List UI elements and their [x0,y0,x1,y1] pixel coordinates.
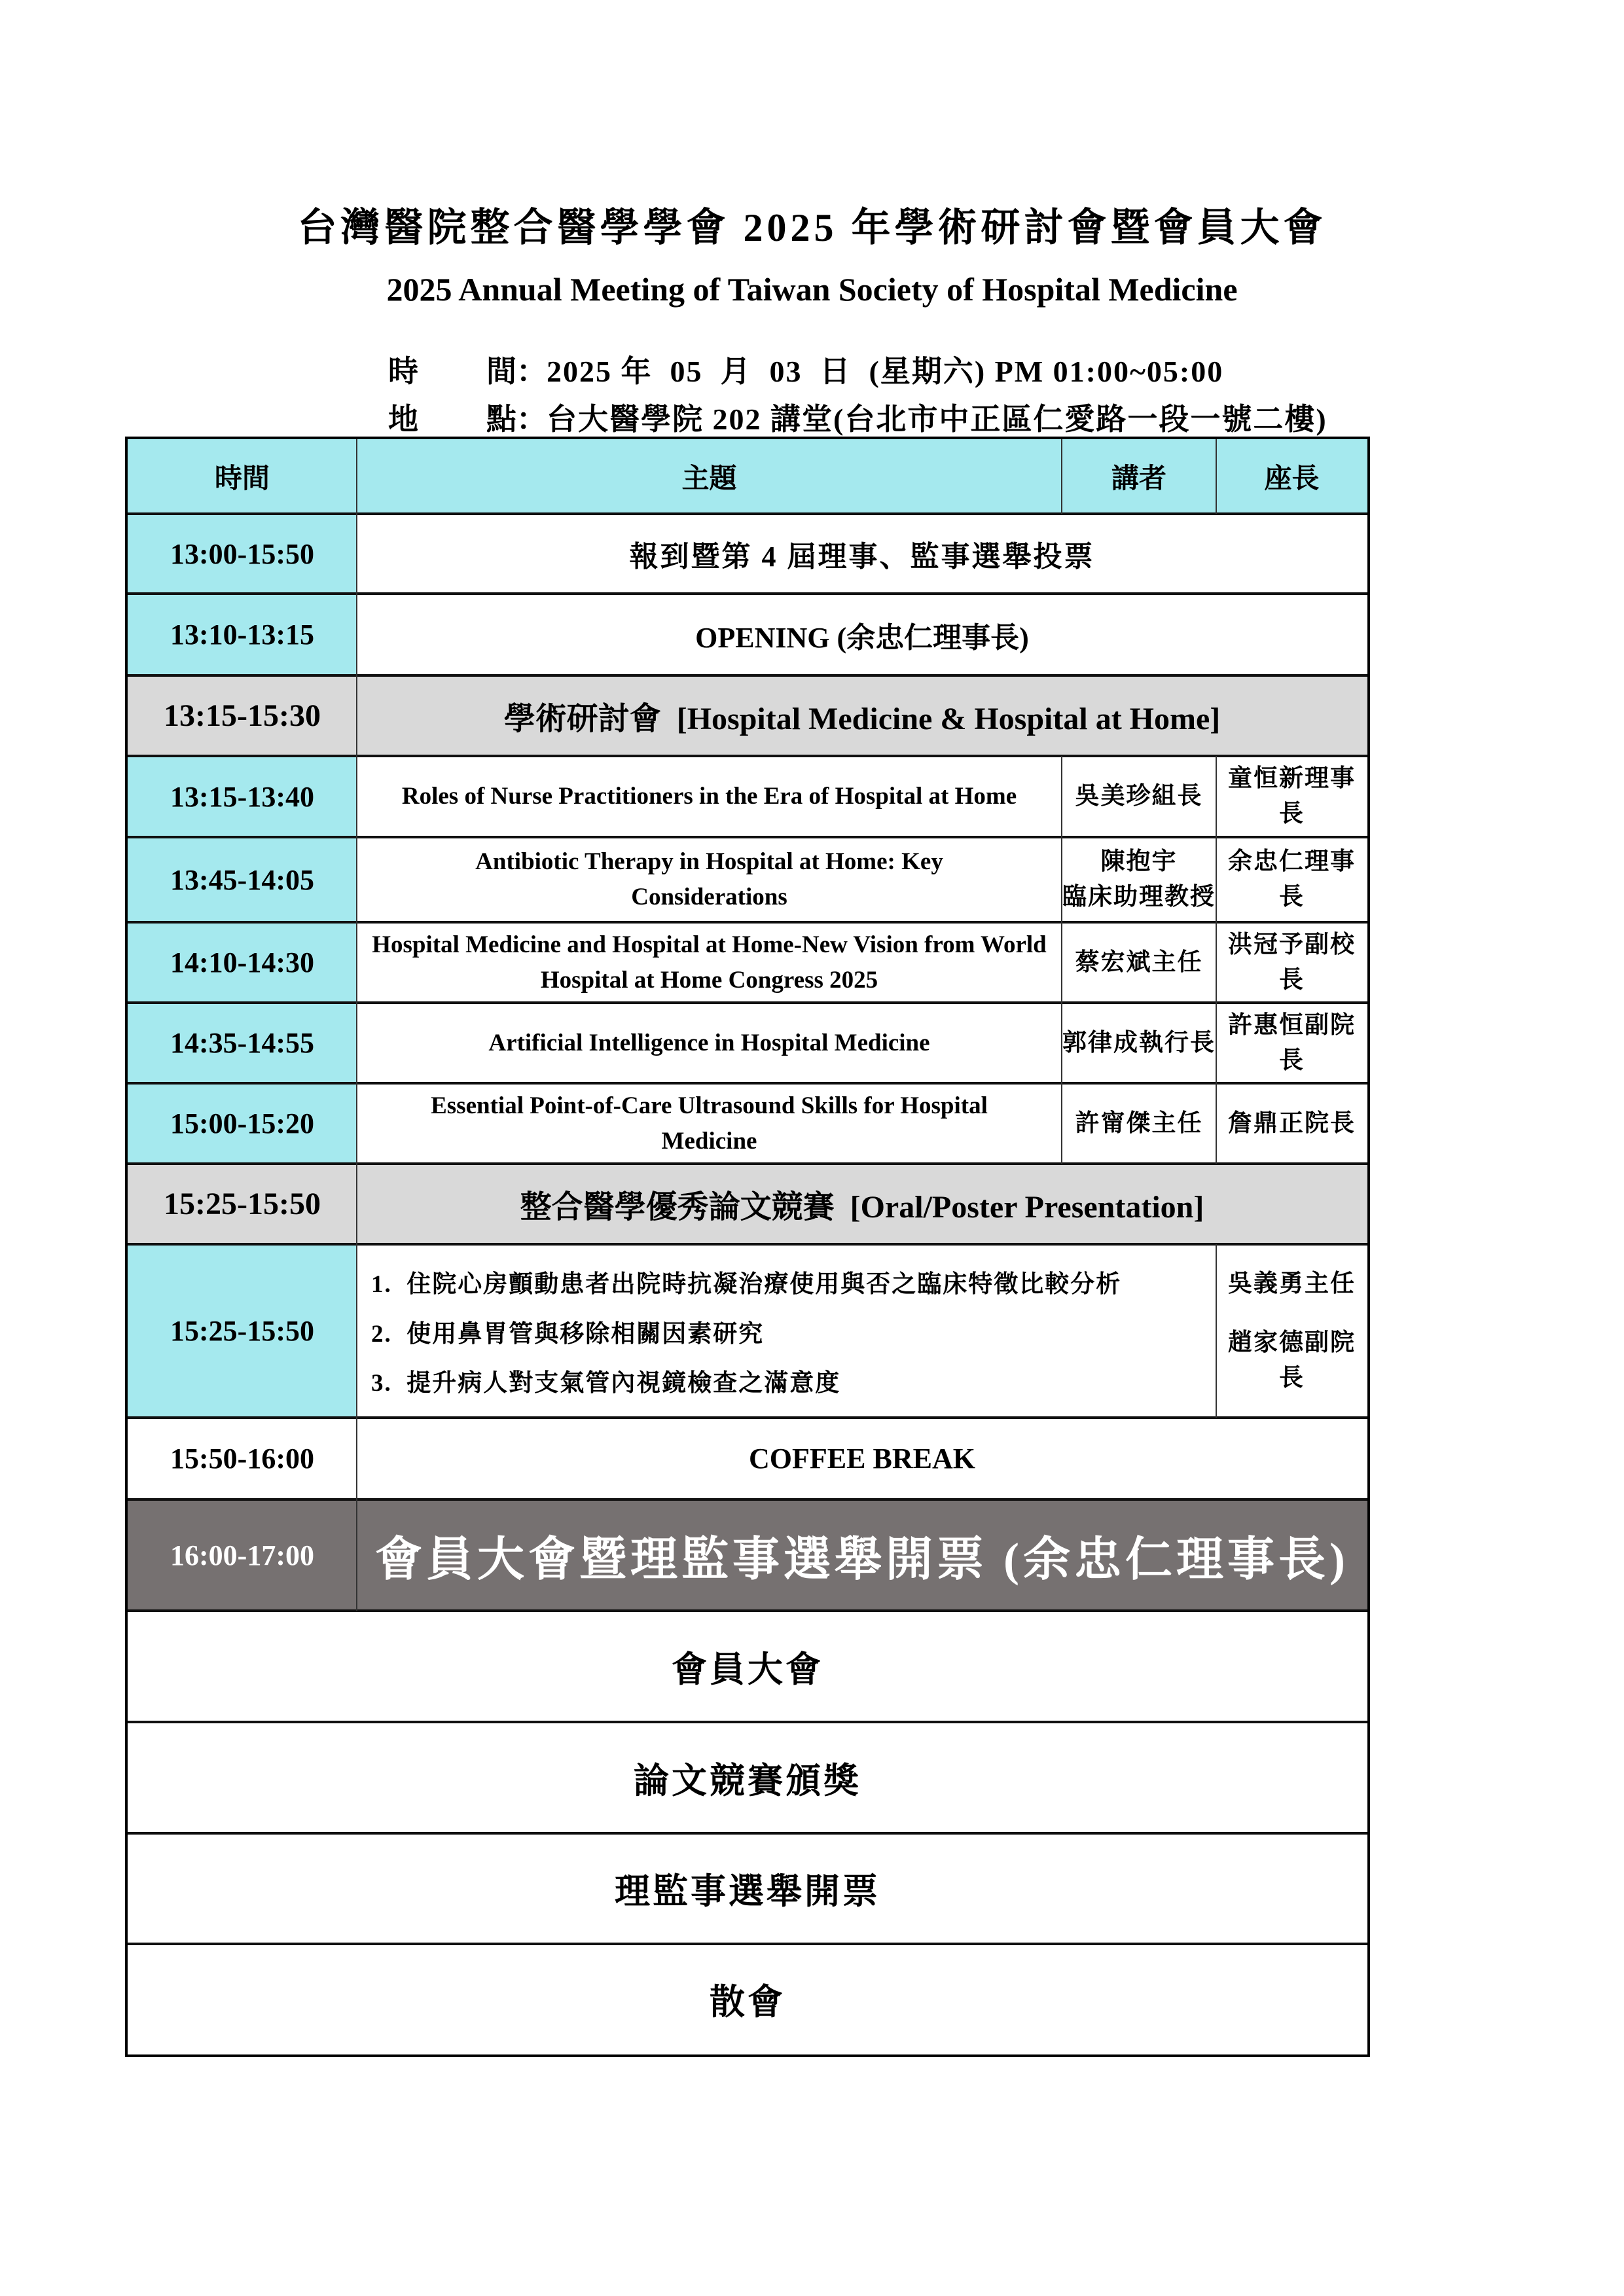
row-divider [128,836,1367,838]
row-topic: 會員大會暨理監事選舉開票 (余忠仁理事長) [357,1499,1367,1611]
row-chair: 詹鼎正院長 [1216,1083,1367,1164]
row-topic: Antibiotic Therapy in Hospital at Home: Key Considerations [357,837,1062,922]
column-header-topic: 主題 [357,439,1062,514]
time-label: 時 [388,355,418,388]
column-divider [1061,439,1062,514]
row-divider [128,755,1367,757]
row-speaker [1062,837,1216,922]
event-time: 2025 年 05 月 03 日 (星期六) PM 01:00~05:00 [547,355,1224,388]
row-divider [128,1721,1367,1723]
row-divider [128,512,1367,515]
section-title: 整合醫學優秀論文競賽 [Oral/Poster Presentation] [357,1164,1367,1244]
row-chair: 趙家德副院長 [1228,1329,1356,1391]
page-title: 台灣醫院整合醫學學會 2025 年學術研討會暨會員大會 [297,206,1327,249]
row-topic: Hospital Medicine and Hospital at Home-New Vision from World Hospital at Home Congress 2025 [357,922,1062,1003]
row-divider [128,1001,1367,1004]
column-header-chair: 座長 [1216,439,1367,514]
row-divider [128,1498,1367,1501]
section-title: 學術研討會 [Hospital Medicine & Hospital at Home] [357,675,1367,756]
agenda-table [125,437,1370,2057]
page-subtitle: 2025 Annual Meeting of Taiwan Society of Hospital Medicine [386,271,1238,308]
row-time: 15:50-16:00 [128,1418,357,1499]
row-divider [128,1609,1367,1612]
row-chair: 許惠恒副院長 [1216,1003,1367,1083]
place-label-2: 點： [486,403,547,436]
row-divider [128,1162,1367,1165]
row-speaker: 蔡宏斌主任 [1062,922,1216,1003]
row-time: 13:00-15:50 [128,514,357,594]
row-divider [128,1832,1367,1835]
closing-item: 散會 [128,1944,1367,2054]
closing-item: 會員大會 [128,1611,1367,1722]
row-topic: Artificial Intelligence in Hospital Medicine [357,1003,1062,1083]
row-speaker: 吳美珍組長 [1062,756,1216,837]
row-divider [128,1943,1367,1945]
closing-item: 理監事選舉開票 [128,1833,1367,1944]
row-time: 14:10-14:30 [128,922,357,1003]
row-topic: COFFEE BREAK [357,1418,1367,1499]
event-time-line [388,353,1223,390]
row-topic: 報到暨第 4 屆理事、監事選舉投票 [357,514,1367,594]
paper-item: 3. 提升病人對支氣管內視鏡檢查之滿意度 [371,1370,841,1397]
row-chair: 洪冠予副校長 [1216,922,1367,1003]
paper-list [357,1244,1216,1418]
row-time: 13:10-13:15 [128,594,357,675]
row-time: 15:25-15:50 [128,1244,357,1418]
row-speaker: 許甯傑主任 [1062,1083,1216,1164]
row-divider [128,1416,1367,1419]
event-place-line [388,401,1327,438]
row-divider [128,921,1367,924]
paper-chairs [1216,1244,1367,1418]
row-topic: OPENING (余忠仁理事長) [357,594,1367,675]
row-divider [128,674,1367,677]
speaker-title: 臨床助理教授 [1062,884,1216,910]
column-divider [1061,756,1062,1164]
row-time: 16:00-17:00 [128,1499,357,1611]
closing-item: 論文競賽頒獎 [128,1722,1367,1833]
row-chair: 童恒新理事長 [1216,756,1367,837]
place-label: 地 [388,403,418,436]
column-divider [1216,1244,1217,1418]
row-topic: Roles of Nurse Practitioners in the Era of Hospital at Home [357,756,1062,837]
column-header-speaker: 講者 [1062,439,1216,514]
column-divider [1216,756,1217,1164]
column-divider [356,439,357,1611]
paper-item: 2. 使用鼻胃管與移除相關因素研究 [371,1320,765,1348]
column-header-time: 時間 [128,439,357,514]
column-divider [1216,439,1217,514]
row-chair: 余忠仁理事長 [1216,837,1367,922]
row-divider [128,1082,1367,1085]
speaker-name: 陳抱宇 [1100,848,1178,875]
time-label-2: 間： [486,355,547,388]
row-time: 13:15-13:40 [128,756,357,837]
section-time: 13:15-15:30 [128,675,357,756]
row-time: 13:45-14:05 [128,837,357,922]
row-chair: 吳義勇主任 [1228,1270,1356,1297]
row-time: 14:35-14:55 [128,1003,357,1083]
paper-item: 1. 住院心房顫動患者出院時抗凝治療使用與否之臨床特徵比較分析 [371,1271,1122,1298]
row-speaker: 郭律成執行長 [1062,1003,1216,1083]
row-divider [128,1243,1367,1246]
row-topic: Essential Point-of-Care Ultrasound Skills for Hospital Medicine [357,1083,1062,1164]
row-time: 15:00-15:20 [128,1083,357,1164]
event-place: 台大醫學院 202 講堂(台北市中正區仁愛路一段一號二樓) [547,403,1327,436]
row-divider [128,592,1367,595]
section-time: 15:25-15:50 [128,1164,357,1244]
